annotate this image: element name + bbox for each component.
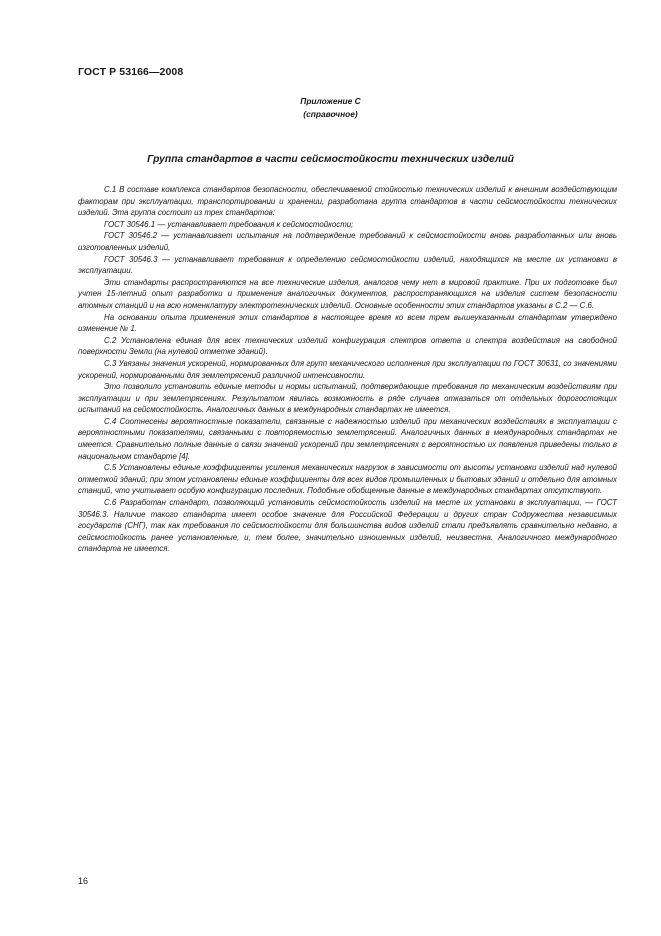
annex-subtitle: (справочное)	[303, 109, 358, 119]
paragraph-scope: Эти стандарты распространяются на все технические изделия, аналогов чему нет в мировой практике. При их подготовке был учтен 15-летний опыт разработки и применения аналогичных документов, распространяющихся на изделия систем безопасности атомных станций и на всю номенклатуру электротехнических изделий. Основные особенности этих стандартов указаны в С.2 — С.6.	[78, 277, 617, 310]
paragraph-gost-30546-2: ГОСТ 30546.2 — устанавливает испытания на подтверждение требований к сейсмостойкости вновь разработанных или вновь изготовленных изделий,	[78, 231, 617, 252]
document-code: ГОСТ Р 53166—2008	[78, 66, 184, 78]
paragraph-c6: С.6 Разработан стандарт, позволяющий установить сейсмостойкость изделий на месте их установки в эксплуатации, — ГОСТ 30546.3. Наличие такого стандарта имеет особое значение для Российской Федерации и других стран Содружества независимых государств (СНГ), так как требования по сейсмостойкости для большинства видов изделий стали предъявлять сравнительно недавно, а сейсмостойкость ранее установленные, и, тем более, значительно изношенных изделий, неизвестна. Аналогичного международного стандарта не имеется.	[78, 498, 617, 554]
paragraph-c1: С.1 В составе комплекса стандартов безопасности, обеспечиваемой стойкостью технических изделий к внешним воздействующим факторам при эксплуатации, транспортировании и хранении, разработана группа стандартов в части сейсмостойкости технических изделий. Эта группа состоит из трех стандартов:	[78, 185, 617, 218]
paragraph-c3: С.3 Увязаны значения ускорений, нормированных для групп механического исполнения при эксплуатации по ГОСТ 30631, со значениями ускорений, нормированными для землетрясений различной интенсивности.	[78, 358, 617, 380]
paragraph-gost-30546-1: ГОСТ 30546.1 — устанавливает требования к сейсмостойкости;	[104, 219, 354, 229]
page-number: 16	[78, 876, 89, 886]
annex-title: Приложение С	[300, 96, 361, 106]
paragraph-c3-result: Это позволило установить единые методы и нормы испытаний, подтверждающие требования по механическим воздействиям при эксплуатации и при землетрясениях. Результатом явилась возможность в ряде случаев отказаться от отдельных дорогостоящих испытаний на сейсмостойкость. Аналогичных данных в международных стандартах не имеется.	[78, 382, 617, 415]
section-title: Группа стандартов в части сейсмостойкости технических изделий	[147, 154, 514, 165]
paragraph-amendment: На основании опыта применения этих стандартов в настоящее время ко всем трем вышеуказанным стандартам утверждено изменение № 1.	[78, 312, 617, 334]
paragraph-gost-30546-3: ГОСТ 30546.3 — устанавливает требования к определению сейсмостойкости изделий, находящихся на месте их установки в эксплуатации.	[78, 254, 617, 276]
body-text	[78, 184, 617, 555]
paragraph-c5: С.5 Установлены единые коэффициенты усиления механических нагрузок в зависимости от высоты установки изделий над нулевой отметкой зданий; при этом установлены единые коэффициенты для всех видов промышленных и бытовых зданий и отдельно для атомных станций, что учитывает особую конфигурацию последних. Подобные обобщенные данные в международных стандартах отсутствуют.	[78, 463, 617, 496]
paragraph-c2: С.2 Установлена единая для всех технических изделий конфигурация спектров ответа и спектра воздействия на свободной поверхности Земли (на нулевой отметке зданий).	[78, 335, 617, 357]
paragraph-c4: С.4 Соотнесены вероятностные показатели, связанные с надежностью изделий при механических воздействиях в эксплуатации с вероятностными показателями, связанными с повторяемостью землетрясений. Аналогичных данных в международных стандартах не имеется. Сравнительно полные данные о связи значений ускорений при землетрясениях с вероятностью их появления приведены только в национальном стандарте [4].	[78, 416, 617, 461]
